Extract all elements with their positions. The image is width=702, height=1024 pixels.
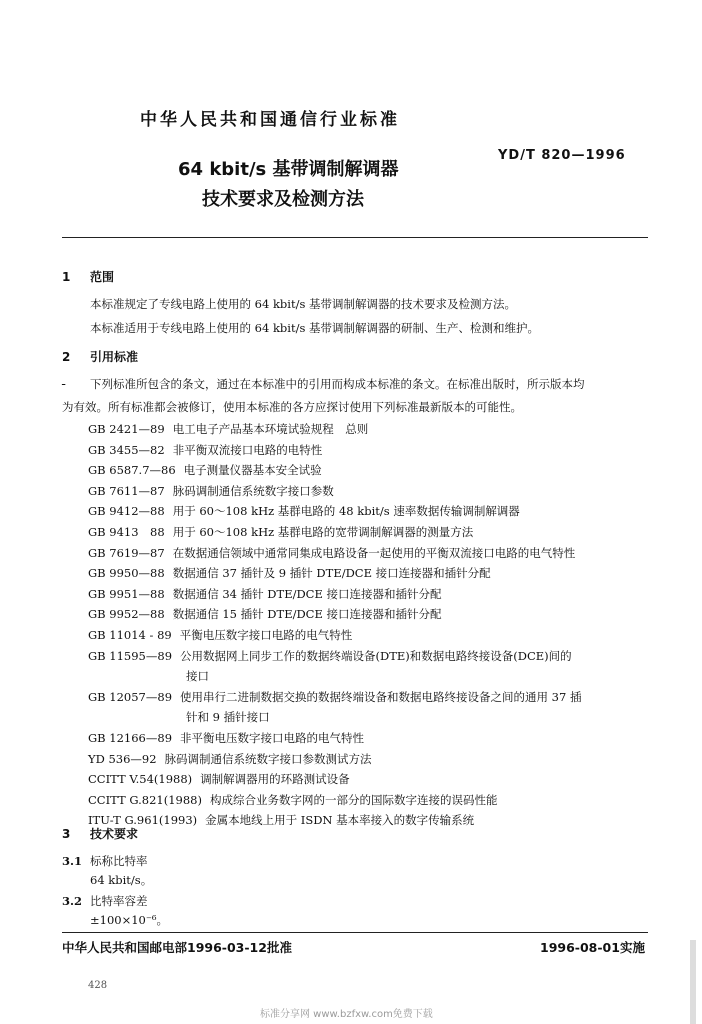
document-title-line1: 64 kbit/s 基带调制解调器: [178, 159, 399, 180]
reference-title: 公用数据网上同步工作的数据终端设备(DTE)和数据电路终接设备(DCE)间的: [180, 648, 572, 663]
reference-title: 数据通信 34 插针 DTE/DCE 接口连接器和插针分配: [172, 586, 442, 601]
reference-title: 用于 60～108 kHz 基群电路的 48 kbit/s 速率数据传输调制解调器: [172, 504, 520, 519]
page-number: 428: [88, 980, 108, 991]
reference-item: [88, 689, 581, 705]
reference-title-continued: 接口: [186, 669, 209, 684]
reference-item: [88, 524, 473, 540]
reference-title: 非平衡电压数字接口电路的电气特性: [180, 731, 365, 745]
reference-title: 非平衡双流接口电路的电特性: [172, 442, 323, 457]
reference-code: CCITT G.821(1988): [88, 792, 202, 807]
reference-code: YD 536—92: [88, 751, 157, 766]
reference-item: [88, 462, 322, 478]
reference-item: [88, 586, 442, 602]
reference-code: ITU-T G.961(1993): [88, 813, 198, 828]
reference-title: 使用串行二进制数据交换的数据终端设备和数据电路终接设备之间的通用 37 插: [180, 689, 582, 704]
reference-item: [88, 421, 368, 437]
reference-title: 数据通信 15 插针 DTE/DCE 接口连接器和插针分配: [172, 607, 442, 622]
reference-code: GB 9952—88: [88, 607, 165, 622]
issuing-authority: 中华人民共和国通信行业标准: [140, 110, 400, 130]
reference-item: [88, 648, 572, 664]
reference-item: [88, 751, 372, 767]
reference-code: GB 9412—88: [88, 504, 165, 519]
reference-item: [88, 812, 474, 828]
reference-item: [88, 627, 352, 643]
reference-code: GB 7619—87: [88, 545, 165, 560]
document-title-line2: 技术要求及检测方法: [202, 189, 364, 210]
reference-code: GB 12166—89: [88, 731, 173, 745]
reference-item: [88, 545, 575, 561]
watermark-text: 标准分享网 www.bzfxw.com免费下载: [260, 1009, 433, 1020]
reference-title-continued: 针和 9 插针接口: [186, 710, 270, 725]
footer-divider: [62, 932, 648, 933]
reference-code: GB 9951—88: [88, 586, 165, 601]
reference-item: [88, 730, 364, 746]
section-3-1-value: 64 kbit/s。: [90, 873, 153, 887]
reference-title: 调制解调器用的环路测试设备: [200, 772, 350, 787]
section-1-heading: 1 范围: [62, 270, 115, 284]
reference-title: 数据通信 37 插针及 9 插针 DTE/DCE 接口连接器和插针分配: [172, 566, 491, 581]
reference-code: GB 11595—89: [88, 648, 173, 663]
reference-code: GB 6587.7—86: [88, 463, 176, 478]
effective-date: 1996-08-01实施: [540, 940, 645, 955]
reference-title: 脉码调制通信系统数字接口参数: [172, 483, 334, 498]
reference-item: [88, 606, 442, 622]
reference-title: 电工电子产品基本环境试验规程 总则: [172, 422, 369, 436]
section-2-para-1a: 下列标准所包含的条文，通过在本标准中的引用而构成本标准的条文。在标准出版时，所示版本均: [90, 377, 585, 391]
reference-code: GB 2421—89: [88, 422, 165, 436]
section-2-heading: 2 引用标准: [62, 350, 139, 364]
reference-item: [88, 442, 322, 458]
approval-date: 中华人民共和国邮电部1996-03-12批准: [62, 940, 292, 955]
reference-title: 脉码调制通信系统数字接口参数测试方法: [164, 751, 372, 766]
reference-code: GB 12057—89: [88, 689, 173, 704]
reference-title: 金属本地线上用于 ISDN 基本率接入的数字传输系统: [205, 813, 475, 828]
scan-edge: [690, 940, 696, 1024]
reference-title: 在数据通信领域中通常同集成电路设备一起使用的平衡双流接口电路的电气特性: [172, 545, 576, 560]
section-3-heading: 3 技术要求: [62, 827, 139, 841]
reference-code: CCITT V.54(1988): [88, 772, 193, 787]
reference-title: 用于 60～108 kHz 基群电路的宽带调制解调器的测量方法: [172, 525, 474, 539]
reference-code: GB 7611—87: [88, 483, 165, 498]
reference-item: [88, 771, 350, 787]
section-1-para-2: 本标准适用于专线电路上使用的 64 kbit/s 基带调制解调器的研制、生产、检测和维护。: [90, 321, 540, 335]
reference-code: GB 11014 - 89: [88, 628, 172, 642]
reference-code: GB 3455—82: [88, 442, 165, 457]
reference-item: [88, 503, 520, 519]
reference-code: GB 9413 88: [88, 525, 165, 539]
section-3-2-heading: 3.2 比特率容差: [62, 894, 148, 908]
reference-code: GB 9950—88: [88, 566, 165, 581]
reference-item: [88, 565, 491, 581]
section-2-para-1b: 为有效。所有标准都会被修订，使用本标准的各方应探讨使用下列标准最新版本的可能性。: [62, 400, 522, 414]
reference-item: [88, 792, 497, 808]
reference-title: 平衡电压数字接口电路的电气特性: [179, 628, 353, 642]
reference-item: [88, 483, 334, 499]
section-1-para-1: 本标准规定了专线电路上使用的 64 kbit/s 基带调制解调器的技术要求及检测方法。: [90, 297, 517, 311]
section-3-1-heading: 3.1 标称比特率: [62, 854, 148, 868]
reference-title: 构成综合业务数字网的一部分的国际数字连接的误码性能: [209, 792, 498, 807]
reference-title: 电子测量仪器基本安全试验: [183, 463, 322, 478]
header-divider: [62, 237, 648, 238]
section-3-2-value: ±100×10⁻⁶。: [90, 913, 169, 927]
standard-number: YD/T 820—1996: [498, 148, 626, 163]
scan-mark: ـ: [62, 375, 66, 388]
